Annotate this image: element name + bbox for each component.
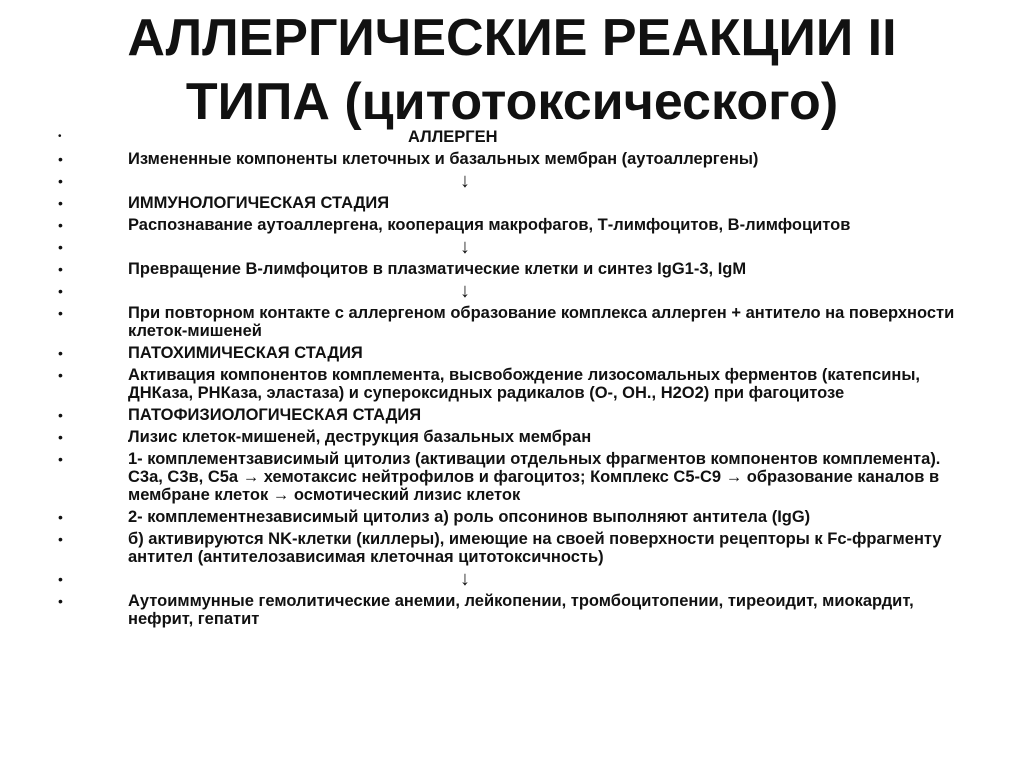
list-item	[58, 150, 978, 168]
list-item	[58, 406, 978, 424]
list-item	[58, 238, 978, 256]
bullet-icon: •	[58, 239, 63, 255]
slide-title	[0, 6, 1024, 134]
list-item-text: ПАТОФИЗИОЛОГИЧЕСКАЯ СТАДИЯ	[128, 406, 422, 424]
list-item	[58, 428, 978, 446]
list-item	[58, 366, 978, 402]
bullet-icon: •	[58, 509, 63, 525]
list-item-text: Превращение В-лимфоцитов в плазматические клетки и синтез IgG1-3, IgM	[128, 260, 747, 278]
list-item-text: Измененные компоненты клеточных и базальных мембран (аутоаллергены)	[128, 150, 759, 168]
down-arrow-icon: ↓	[460, 280, 470, 302]
list-item-text: ПАТОХИМИЧЕСКАЯ СТАДИЯ	[128, 344, 363, 362]
bullet-icon: •	[58, 451, 63, 467]
list-item-text: АЛЛЕРГЕН	[408, 128, 498, 146]
bullet-icon: •	[58, 261, 63, 277]
list-item-text: б) активируются NK-клетки (киллеры), имеющие на своей поверхности рецепторы к Fc-фрагменту антител (антителозависимая клеточная цитотоксичность)	[128, 530, 942, 566]
list-item	[58, 194, 978, 212]
bullet-icon: •	[58, 195, 63, 211]
list-item	[58, 304, 978, 340]
bullet-icon: •	[58, 531, 63, 547]
list-item-text: Распознавание аутоаллергена, кооперация макрофагов, Т-лимфоцитов, В-лимфоцитов	[128, 216, 851, 234]
list-item	[58, 450, 978, 504]
list-item	[58, 128, 978, 146]
list-item	[58, 592, 978, 628]
list-item	[58, 260, 978, 278]
list-item	[58, 508, 978, 526]
list-item	[58, 282, 978, 300]
list-item	[58, 530, 978, 566]
down-arrow-icon: ↓	[460, 170, 470, 192]
down-arrow-icon: ↓	[460, 568, 470, 590]
list-item-text: Лизис клеток-мишеней, деструкция базальных мембран	[128, 428, 592, 446]
list-item-text: Аутоиммунные гемолитические анемии, лейкопении, тромбоцитопении, тиреоидит, миокардит, нефрит, гепатит	[128, 592, 914, 628]
bullet-icon: •	[58, 429, 63, 445]
list-item	[58, 216, 978, 234]
bullet-icon: •	[58, 131, 62, 142]
bullet-icon: •	[58, 593, 63, 609]
bullet-icon: •	[58, 173, 63, 189]
bullet-icon: •	[58, 305, 63, 321]
list-item	[58, 172, 978, 190]
list-item-text: ИММУНОЛОГИЧЕСКАЯ СТАДИЯ	[128, 194, 390, 212]
bullet-icon: •	[58, 151, 63, 167]
list-item-text: 1- комплементзависимый цитолиз (активации отдельных фрагментов компонентов комплемента). С3а, С3в, С5а → хемотаксис нейтрофилов и фагоцитоз; Комплекс С5-С9 → образование каналов в мембране клеток → осмотический лизис клеток	[128, 450, 941, 504]
list-item-text: При повторном контакте с аллергеном образование комплекса аллерген + антитело на поверхности клеток-мишеней	[128, 304, 955, 340]
bullet-icon: •	[58, 407, 63, 423]
slide-title-line-1: АЛЛЕРГИЧЕСКИЕ РЕАКЦИИ II	[127, 9, 897, 67]
down-arrow-icon: ↓	[460, 236, 470, 258]
bullet-icon: •	[58, 217, 63, 233]
list-item-text: Активация компонентов комплемента, высвобождение лизосомальных ферментов (катепсины, ДНКаза, РНКаза, эластаза) и супероксидных радикалов (О-, ОН., Н2О2) при фагоцитозе	[128, 366, 920, 402]
bullet-list	[58, 128, 978, 632]
list-item	[58, 570, 978, 588]
bullet-icon: •	[58, 345, 63, 361]
bullet-icon: •	[58, 571, 63, 587]
bullet-icon: •	[58, 283, 63, 299]
slide-title-line-2: ТИПА (цитотоксического)	[185, 73, 839, 131]
bullet-icon: •	[58, 367, 63, 383]
list-item	[58, 344, 978, 362]
list-item-text: 2- комплементнезависимый цитолиз а) роль опсонинов выполняют антитела (IgG)	[128, 508, 811, 526]
